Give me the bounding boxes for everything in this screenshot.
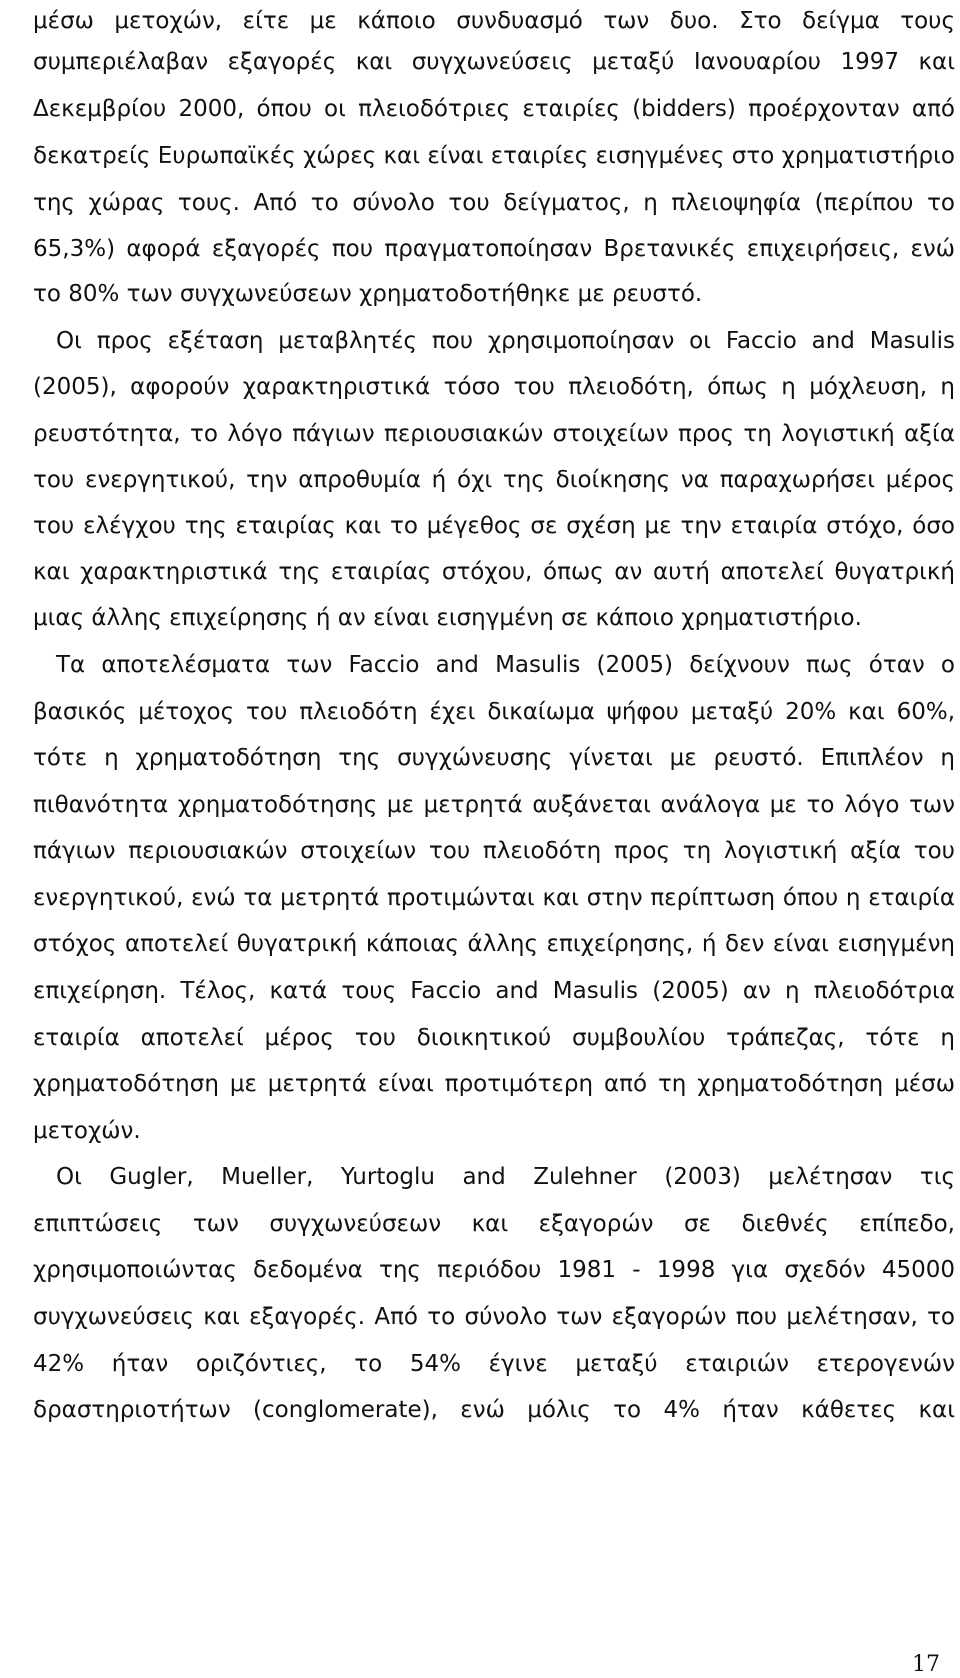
text-line: επιπτώσεις των συγχωνεύσεων και εξαγορών σε διεθνές επίπεδο, [33,1211,955,1237]
text-line: του ελέγχου της εταιρίας και το μέγεθος σε σχέση με την εταιρία στόχο, όσο [33,513,955,539]
text-line: χρηματοδότηση με μετρητά είναι προτιμότερη από τη χρηματοδότηση μέσω [33,1071,955,1097]
text-line: μιας άλλης επιχείρησης ή αν είναι εισηγμένη σε κάποιο χρηματιστήριο. [33,605,862,631]
text-line: πιθανότητα χρηματοδότησης με μετρητά αυξάνεται ανάλογα με το λόγο των [33,792,955,818]
text-line: της χώρας τους. Από το σύνολο του δείγματος, η πλειοψηφία (περίπου το [33,190,955,216]
text-line: στόχος αποτελεί θυγατρική κάποιας άλλης επιχείρησης, ή δεν είναι εισηγμένη [33,931,955,957]
paragraph-first-line: Οι Gugler, Mueller, Yurtoglu and Zulehner (2003) μελέτησαν τις [56,1164,955,1190]
text-line: και χαρακτηριστικά της εταιρίας στόχου, όπως αν αυτή αποτελεί θυγατρική [33,559,955,585]
page-number: 17 [912,1652,940,1677]
text-line: μέσω μετοχών, είτε με κάποιο συνδυασμό των δυο. Στο δείγμα τους [33,8,955,34]
paragraph-first-line: Τα αποτελέσματα των Faccio and Masulis (2005) δείχνουν πως όταν ο [56,652,955,678]
text-line: χρησιμοποιώντας δεδομένα της περιόδου 1981 - 1998 για σχεδόν 45000 [33,1257,955,1283]
text-line: Δεκεμβρίου 2000, όπου οι πλειοδότριες εταιρίες (bidders) προέρχονταν από [33,96,955,122]
text-line: τότε η χρηματοδότηση της συγχώνευσης γίνεται με ρευστό. Επιπλέον η [33,745,955,771]
text-line: δραστηριοτήτων (conglomerate), ενώ μόλις το 4% ήταν κάθετες και [33,1397,955,1423]
paragraph-first-line: Οι προς εξέταση μεταβλητές που χρησιμοποίησαν οι Faccio and Masulis [56,328,955,354]
text-line: 42% ήταν οριζόντιες, το 54% έγινε μεταξύ εταιριών ετερογενών [33,1351,955,1377]
text-line: βασικός μέτοχος του πλειοδότη έχει δικαίωμα ψήφου μεταξύ 20% και 60%, [33,699,955,725]
text-line: πάγιων περιουσιακών στοιχείων του πλειοδότη προς τη λογιστική αξία του [33,838,955,864]
text-line: (2005), αφορούν χαρακτηριστικά τόσο του πλειοδότη, όπως η μόχλευση, η [33,374,955,400]
text-line: ενεργητικού, ενώ τα μετρητά προτιμώνται και στην περίπτωση όπου η εταιρία [33,885,955,911]
text-line: μετοχών. [33,1118,141,1144]
text-line: επιχείρηση. Τέλος, κατά τους Faccio and Masulis (2005) αν η πλειοδότρια [33,978,955,1004]
text-line: το 80% των συγχωνεύσεων χρηματοδοτήθηκε με ρευστό. [33,281,703,307]
text-line: 65,3%) αφορά εξαγορές που πραγματοποίησαν Βρετανικές επιχειρήσεις, ενώ [33,236,955,262]
text-line: δεκατρείς Ευρωπαϊκές χώρες και είναι εταιρίες εισηγμένες στο χρηματιστήριο [33,143,955,169]
text-line: ρευστότητα, το λόγο πάγιων περιουσιακών στοιχείων προς τη λογιστική αξία [33,421,955,447]
text-line: συμπεριέλαβαν εξαγορές και συγχωνεύσεις μεταξύ Ιανουαρίου 1997 και [33,49,955,75]
text-line: του ενεργητικού, την απροθυμία ή όχι της διοίκησης να παραχωρήσει μέρος [33,467,955,493]
text-line: συγχωνεύσεις και εξαγορές. Από το σύνολο των εξαγορών που μελέτησαν, το [33,1304,955,1330]
text-line: εταιρία αποτελεί μέρος του διοικητικού συμβουλίου τράπεζας, τότε η [33,1025,955,1051]
